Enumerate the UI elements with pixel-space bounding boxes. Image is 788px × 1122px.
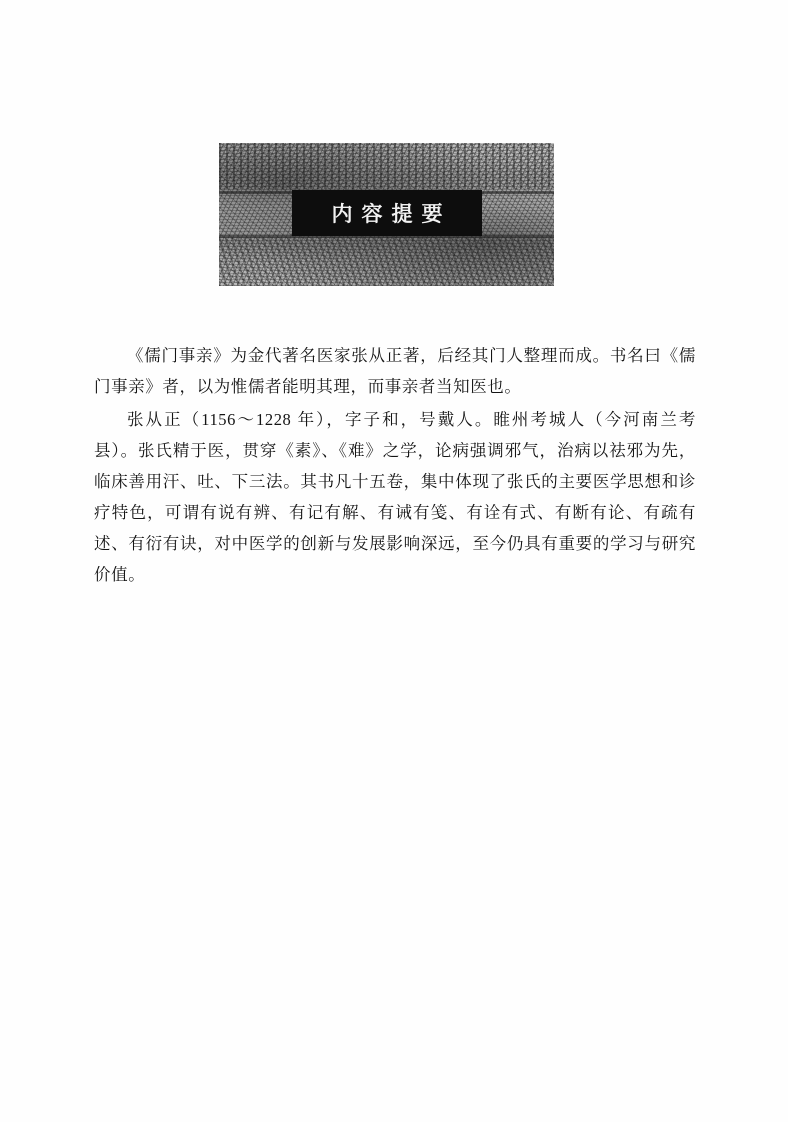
paragraph-1: 《儒门事亲》为金代著名医家张从正著，后经其门人整理而成。书名曰《儒门事亲》者，以为惟儒者能明其理，而事亲者当知医也。 [94, 346, 696, 396]
header-banner [219, 143, 554, 286]
banner-top-pattern [219, 143, 554, 189]
section-title-plate [292, 190, 482, 236]
body-content [94, 340, 696, 592]
section-title-text: 内容提要 [331, 202, 452, 226]
banner-bottom-pattern [219, 238, 554, 286]
paragraph-2: 张从正（1156～1228 年），字子和，号戴人。睢州考城人（今河南兰考县）。张氏精于医，贯穿《素》、《难》之学，论病强调邪气，治病以祛邪为先，临床善用汗、吐、下三法。其书凡十五卷，集中体现了张氏的主要医学思想和诊疗特色，可谓有说有辨、有记有解、有诫有笺、有诠有式、有断有论、有疏有述、有衍有诀，对中医学的创新与发展影响深远，至今仍具有重要的学习与研究价值。 [94, 410, 696, 584]
